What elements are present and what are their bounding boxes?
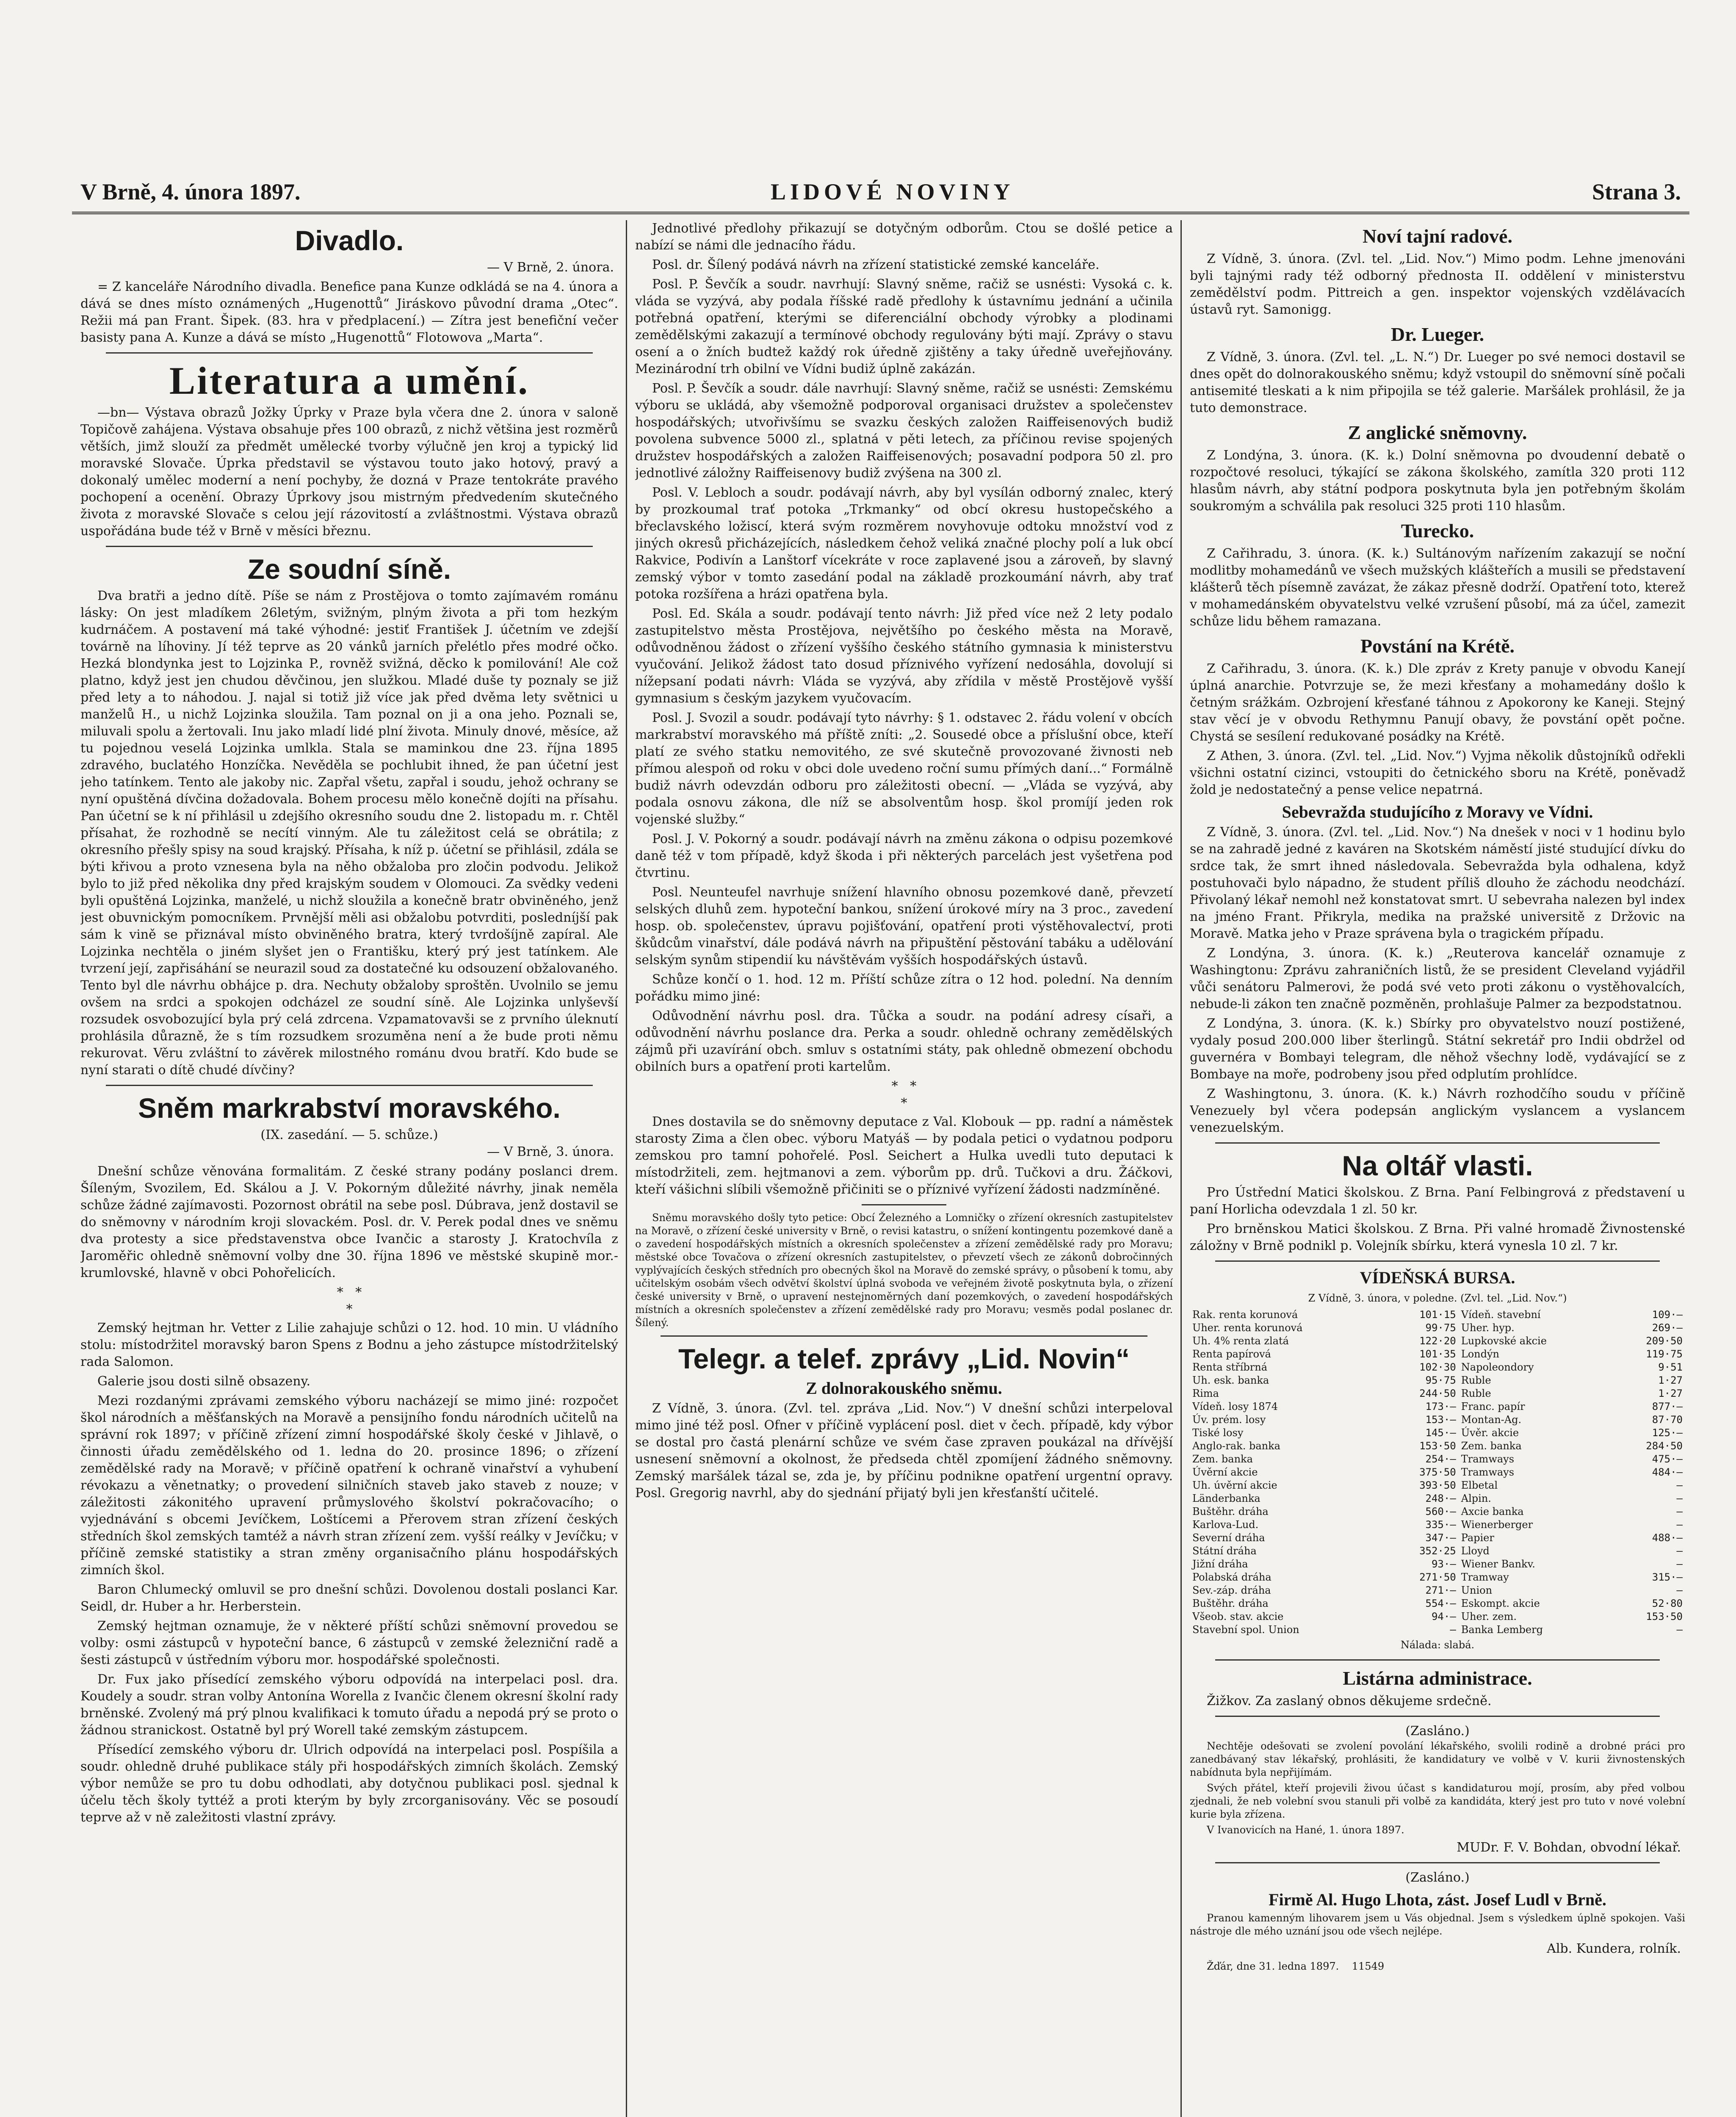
article-paragraph: Schůze končí o 1. hod. 12 m. Příští schůze zítra o 12 hod. polední. Na denním pořádku mimo jiné: [635, 972, 1173, 1004]
bursa-label: Buštěhr. dráha [1192, 1597, 1269, 1609]
bursa-row [1190, 1545, 1685, 1558]
masthead-title: LIDOVÉ NOVINY [771, 179, 1015, 205]
bursa-label: Uher. renta korunová [1192, 1322, 1303, 1334]
article-paragraph: Z Vídně, 3. února. (Zvl. tel. „Lid. Nov.“) Na dnešek v noci v 1 hodinu bylo se na zahradě jedné z kaváren na Skotském náměstí jisté studující dívku do srdce tak, že smrt ihned následovala. Sebevražda byla odhalena, když postuhovači bylo nápadno, že student příliš dlouho že záchodu neodchází. Přivolaný lékař nemohl než konstatovat smrt. U sebevraha nalezen byl index na jméno Frant. Přikryla, medika na pražské universitě z Držovic na Moravě. Matka jeho v Praze správena byla o tragickém případu. [1190, 825, 1685, 941]
bursa-label: Montan-Ag. [1461, 1414, 1522, 1426]
dateline: — V Brně, 2. února. [487, 260, 614, 275]
reference-number: 11549 [1352, 1960, 1385, 1972]
divider [106, 546, 593, 547]
article-paragraph: Z Londýna, 3. února. (K. k.) Sbírky pro obyvatelstvo nouzí postižené, vydaly posud 200.000 liber šterlingů. Státní sekretář pro Indii obdržel od guvernéra v Bombayi telegram, dle něhož všechny lodě, vydávající se z Bombaye na moře, podrobeny jsou před odplutím prohlídce. [1190, 1016, 1685, 1082]
place-date [1190, 1960, 1685, 1973]
bursa-label: Uher. hyp. [1461, 1322, 1515, 1334]
article-paragraph: Odůvodnění návrhu posl. dra. Tůčka a soudr. na podání adresy císaři, a odůvodnění návrhu poslance dra. Perka a soudr. ohledně ochrany zemědělských zájmů při uzavírání obch. smluv s ostatními státy, pak ohledně obmezení obchodu obilních burs a opatření proti kartelům. [635, 1009, 1173, 1074]
running-head [72, 174, 1689, 214]
article-paragraph: Z Vídně, 3. února. (Zvl. tel. „Lid. Nov.“) Mimo podm. Lehne jmenováni byli tajnými rady též odborný přednosta II. oddělení v ministerstvu zemědělství podm. Pittreich a gen. inspektor vojenských vzdělávacích ústavů ryt. Samonigg. [1190, 251, 1685, 317]
bursa-label: Lupkovské akcie [1461, 1335, 1547, 1347]
article-paragraph: Jednotlivé předlohy přikazují se dotyčným odborům. Ctou se došlé petice a nabízí se námi dle jednacího řádu. [635, 221, 1173, 253]
bursa-value: 271·— [1425, 1584, 1456, 1596]
bursa-footer: Nálada: slabá. [1400, 1639, 1475, 1651]
section-title-telegr: Telegr. a telef. zprávy „Lid. Novin“ [678, 1343, 1130, 1374]
bursa-label: Anglo-rak. banka [1192, 1440, 1280, 1452]
bursa-label: Úvěrní akcie [1192, 1466, 1258, 1478]
bursa-row [1190, 1466, 1685, 1479]
bursa-label: Tramway [1461, 1571, 1509, 1583]
bursa-value: 560·— [1425, 1506, 1456, 1517]
bursa-value: 1·27 [1658, 1374, 1683, 1386]
article-paragraph: Z Washingtonu, 3. února. (K. k.) Návrh rozhodčího soudu v příčině Venezuely byl včera podepsán anglickým vyslancem a vyslancem venezuelským. [1190, 1086, 1685, 1135]
article-paragraph: Posl. Neunteufel navrhuje snížení hlavního obnosu pozemkové daně, převzetí selských dluhů zem. hypoteční bankou, snížení úrokové míry na 3 proc., zavedení hosp. ob. společenstev, úpravu pojišťování, opatření proti výstěhovalectví, proti škůdcům vinařství, dále podává návrh na připuštění pěstování tabáku a udělování selským synům stipendií ku návštěvám vyšších hospodářských ústavů. [635, 885, 1173, 967]
bursa-row [1190, 1308, 1685, 1321]
bursa-value: 475·— [1652, 1453, 1683, 1465]
divider [1215, 1862, 1660, 1863]
bursa-value: 254·— [1425, 1453, 1456, 1465]
bursa-label: Franc. papír [1461, 1401, 1525, 1412]
column-rule [1180, 220, 1182, 2117]
article-paragraph: Galerie jsou dosti silně obsazeny. [97, 1374, 311, 1389]
bursa-row [1190, 1558, 1685, 1571]
bursa-value: 1·27 [1658, 1387, 1683, 1399]
bursa-row [1190, 1453, 1685, 1466]
bursa-row [1190, 1335, 1685, 1348]
bursa-value: 153·50 [1646, 1611, 1683, 1622]
bursa-row [1190, 1413, 1685, 1426]
bursa-value: 93·— [1431, 1558, 1456, 1570]
bursa-row [1190, 1584, 1685, 1597]
bursa-label: Všeob. stav. akcie [1192, 1611, 1284, 1622]
bursa-label: Renta papírová [1192, 1348, 1271, 1360]
bursa-row [1190, 1400, 1685, 1413]
dateline: — V Brně, 3. února. [487, 1144, 614, 1159]
bursa-value: 335·— [1425, 1519, 1456, 1531]
bursa-label: Tiské losy [1192, 1427, 1244, 1439]
section-title-lueger: Dr. Lueger. [1390, 323, 1484, 345]
divider [1215, 1659, 1660, 1661]
bursa-row [1190, 1426, 1685, 1440]
column-2 [635, 220, 1173, 2117]
article-paragraph: Žižkov. Za zaslaný obnos děkujeme srdečně. [1207, 1694, 1492, 1708]
article-paragraph: Dr. Fux jako přísedící zemského výboru odpovídá na interpelaci posl. dra. Koudely a soudr. stran volby Antonína Worella z Ivančic členem okresní školní rady brněnské. Zvolený má prý plnou kvalifikaci k tomuto úřadu a nepodá prý se proto o žádnou stranickost. Ostatně byl prý Worell také zemským zástupcem. [80, 1672, 618, 1738]
bursa-value: 375·50 [1419, 1466, 1456, 1478]
divider [1215, 1142, 1660, 1144]
bursa-value: 554·— [1425, 1597, 1456, 1609]
article-paragraph: Z Londýna, 3. února. (K. k.) Dolní sněmovna po dvoudenní debatě o rozpočtové resoluci, týkající se zákona školského, zamítla 320 proti 112 hlasům návrh, aby státní podpora poskytnuta byla jen potřebným školám soukromým a schválila pak resoluci 325 proti 110 hlasům. [1190, 448, 1685, 514]
bursa-label: Zem. banka [1192, 1453, 1253, 1465]
bursa-row [1190, 1348, 1685, 1361]
bursa-value: — [1676, 1479, 1683, 1491]
bursa-label: Polabská dráha [1192, 1571, 1272, 1583]
section-title-bursa: VÍDEŇSKÁ BURSA. [1360, 1268, 1515, 1287]
bursa-label: Zem. banka [1461, 1440, 1522, 1452]
bursa-value: 145·— [1425, 1427, 1456, 1439]
bursa-value: 119·75 [1646, 1348, 1683, 1360]
article-paragraph: = Z kanceláře Národního divadla. Benefice pana Kunze odkládá se na 4. února a dává se dnes místo oznámených „Hugenottů“ Jiráskovo původní drama „Otec“. Režii má pan Frant. Šipek. (83. hra v předplacení.) — Zítra jest benefiční večer basisty pana A. Kunze a dává se místo „Hugenottů“ Flotowova „Marta“. [80, 279, 618, 345]
article-paragraph: Baron Chlumecký omluvil se pro dnešní schůzi. Dovolenou dostali poslanci Kar. Seidl, dr. Huber a hr. Herberstein. [80, 1582, 618, 1614]
bursa-value: 347·— [1425, 1532, 1456, 1544]
article-paragraph: Svých přátel, kteří projevili živou účast s kandidaturou mojí, prosím, aby před volbou zjednali, že neb volební svou stanuli při volbě za kandidáta, který jest pro tuto v nové volební kurie byla zřízena. [1190, 1782, 1685, 1820]
bursa-value: 153·50 [1419, 1440, 1456, 1452]
article-paragraph: Posl. J. Svozil a soudr. podávají tyto návrhy: § 1. odstavec 2. řádu volení v obcích markrabství moravského má příště zníti: „2. Sousedé obce a příslušní obce, kteří platí ze svého statku nemovitého, ze své skutečně provozované živnosti neb přímou alespoň od roku v obci dole uvedeno roční sumu přímých daní...“ Formálně budiž návrh odevzdán odboru pro záležitosti obecní. — „Vláda se vyzývá, aby podala osnovu zákona, dle níž se absolventům hosp. škol promíjí jeden rok vojenské služby.“ [635, 710, 1173, 827]
article-paragraph: Posl. dr. Šílený podává návrh na zřízení statistické zemské kanceláře. [652, 257, 1100, 272]
divider [862, 1204, 946, 1205]
bursa-value: 484·— [1652, 1466, 1683, 1478]
bursa-label: Státní dráha [1192, 1545, 1257, 1557]
bursa-label: Londýn [1461, 1348, 1499, 1360]
section-title-novi: Noví tajní radové. [1363, 225, 1512, 247]
divider [106, 1085, 593, 1086]
section-title-listarna: Listárna administrace. [1343, 1667, 1532, 1689]
issue-date: V Brně, 4. února 1897. [80, 179, 301, 205]
bursa-label: Uh. úvěrní akcie [1192, 1479, 1277, 1491]
bursa-label: Rima [1192, 1387, 1219, 1399]
bursa-value: 9·51 [1658, 1361, 1683, 1373]
bursa-value: 352·25 [1419, 1545, 1456, 1557]
bursa-row [1190, 1387, 1685, 1400]
bursa-label: Renta stříbrná [1192, 1361, 1268, 1373]
bursa-label: Uh. 4% renta zlatá [1192, 1335, 1289, 1347]
bursa-row [1190, 1597, 1685, 1610]
bursa-row [1190, 1518, 1685, 1531]
firm-title: Firmě Al. Hugo Lhota, zást. Josef Ludl v Brně. [1269, 1890, 1606, 1909]
section-title-sebevrazda: Sebevražda studujícího z Moravy ve Vídni. [1282, 802, 1593, 821]
article-paragraph: Zemský hejtman hr. Vetter z Lilie zahajuje schůzi o 12. hod. 10 min. U vládního stolu: místodržitel moravský baron Spens z Bodnu a jeho zástupce místodržitelský rada Salomon. [80, 1321, 618, 1369]
zaslano-label: (Zasláno.) [1405, 1870, 1470, 1885]
bursa-value: — [1676, 1492, 1683, 1504]
article-paragraph: Pro brněnskou Matici školskou. Z Brna. Při valné hromadě Živnostenské záložny v Brně podnikl p. Volejník sbírku, která vynesla 10 zl. 7 kr. [1190, 1222, 1685, 1253]
bursa-label: Vídeň. stavební [1461, 1309, 1541, 1321]
column-3 [1190, 220, 1685, 2117]
bursa-row [1190, 1505, 1685, 1518]
bursa-table-body [1190, 1308, 1685, 1636]
bursa-label: Karlova-Lud. [1192, 1519, 1259, 1531]
bursa-value: — [1676, 1506, 1683, 1517]
bursa-label: Napoleondory [1461, 1361, 1534, 1373]
place-date: V Ivanovicích na Hané, 1. února 1897. [1207, 1824, 1404, 1836]
divider [1215, 1716, 1660, 1717]
bursa-label: Severní dráha [1192, 1532, 1265, 1544]
article-paragraph: Přísedící zemského výboru dr. Ulrich odpovídá na interpelaci posl. Pospíšila a soudr. ohledně druhé publikace stály při hospodářských zimních školách. Zemský výbor nemůže se pro tu dobu odhodlati, aby dotyčnou publikaci posl. sjednal k účelu těch školy tyttéž a proti kterým by byly zrcorganisovány. Věc se posoudí teprve až v ně zaležitosti vlastní zprávy. [80, 1742, 618, 1825]
article-paragraph: Nechtěje odešovati se zvolení povolání lékařského, svolili rodině a drobné práci pro zanedbávaný stav lékařský, prohlásiti, že kandidatury ve volbě v V. kurii živnostenských nabídnuta byla nepřijímám. [1190, 1740, 1685, 1778]
bursa-value: 99·75 [1425, 1322, 1456, 1334]
bursa-value: 488·— [1652, 1532, 1683, 1544]
bursa-label: Vídeň. losy 1874 [1192, 1401, 1278, 1412]
bursa-label: Alpin. [1461, 1492, 1491, 1504]
bursa-value: 94·— [1431, 1611, 1456, 1622]
signature: Alb. Kundera, rolník. [1547, 1941, 1681, 1956]
bursa-row [1190, 1623, 1685, 1636]
bursa-value: 269·— [1652, 1322, 1683, 1334]
article-paragraph: Z Vídně, 3. února. (Zvl. tel. „L. N.“) Dr. Lueger po své nemoci dostavil se dnes opět do dolnorakouského sněmu; když vstoupil do sněmovní síně počali antisemité tleskati a k nim připojila se též galerie. Maršálek prohlásil, že ja tuto demonstrace. [1190, 350, 1685, 415]
article-paragraph: Posl. P. Ševčík a soudr. navrhují: Slavný sněme, račiž se usnésti: Vysoká c. k. vláda se vyzývá, aby podala říšské radě předlohy k ústavnímu jednání a učinila potřebná opatření, kterými se diferenciální obchody výrobky a plodinami zemědělskými zakazují a termínové obchody regulovány býti mají. Zprávy o stavu osení a o žních budtež každý rok úředně zjištěny a taky úředně uveřejňovány. Mezinárodní trh obilní ve Vídni budiž úplně zakázán. [635, 277, 1173, 376]
divider [661, 1335, 1147, 1337]
bursa-label: Banka Lemberg [1461, 1624, 1543, 1636]
article-paragraph: Posl. P. Ševčík a soudr. dále navrhují: Slavný sněme, račiž se usnésti: Zemskému výboru se ukládá, aby všemožně podporoval organisaci družstev a společenstev hospodářských; utvořivšímu se svazku českých založen Raiffeisenových budiž povolena subvence 5000 zl., splatná v pěti letech, za příčinou revise spojených družstev hospodářských a založen Raiffeisenových; posavadní podpora 50 zl. pro jednotlivé záložny Raiffeisenovy budiž zvýšena na 300 zl. [635, 381, 1173, 481]
bursa-value: 109·— [1652, 1309, 1683, 1321]
bursa-row [1190, 1321, 1685, 1335]
bursa-value: 248·— [1425, 1492, 1456, 1504]
bursa-row [1190, 1571, 1685, 1584]
article-paragraph: Dva bratři a jedno dítě. Píše se nám z Prostějova o tomto zajímavém románu lásky: On jest mladíkem 26letým, svižným, plným života a při tom hezkým kudrnáčem. A postavení má také výhodné: jestiť František J. účetním ve zdejší továrně na líhoviny. Jí též teprve as 20 vánků jarních přelétlo přes modré očko. Hezká blondynka jest to Lojzinka P., rovněž svižná, děcko k pomilování! Ale což platno, když jest jen chudou děvčinou, jen služkou. Mladé duše ty poznaly se již před lety a to náhodou. J. najal si totiž již více jak před dvěma lety světnici u manželů H., u nichž Lojzinka sloužila. Tam poznal on ji a ona jeho. Poznali se, miluvali spolu a žertovali. Inu jako mladí lidé plní života. Minuly dnové, měsíce, až tu pojednou veselá Lojzinka umlkla. Stala se maminkou dne 23. října 1895 zdravého, buclatého Honzíčka. Nevěděla se pochlubit ihned, že pan účetní jest jeho tatínkem. Tento ale jakoby nic. Zapřal všetu, zapřal i soudu, jehož ochrany se nyní opuštěná dívčina dožadovala. Bohem procesu mělo konečně dojíti na přísahu. Pan účetní se k ní přihlásil u zdejšího okresního soudu dne 2. listopadu m. r. Chtěl přísahat, že rozhodně se necítí vinným. Ale tu záležitost celá se obrátila; z okresního přešly spisy na soud krajský. Přísaha, k níž p. účetní se přihlásil, zdála se býti křivou a proto vznesena byla na něho obžaloba pro zločin podvodu. Jelikož bylo to již před několika dny před krajským soudem v Olomouci. Za svědky vedeni byli opuštěná Lojzinka, manželé, u nichž sloužila a konečně bratr obviněného, jenž jest obuvnickým pomocníkem. Prvnější měli asi obžalobu potvrditi, posledníjší pak sám k vině se přiznával místo obviněného bratra, který tvrdošíjně zapíral. Ale Lojzinka nechtěla o jiném slyšet jen o Františku, který prý jest tatínkem. Ale tvrzení její, zapřisáhání se neurazil soud za dostatečné ku odsouzení obžalovaného. Tento byl dle návrhu obhájce p. dra. Nechuty obžaloby sproštěn. Uvolnilo se jemu ovšem na srdci a spokojen odcházel ze soudní síně. Ale Lojzinka unlyševší rozsudek osvobozující byla prý celá zdrcena. Vzpamatovavši se z prvního úleknutí prohlásila důrazně, že s tím rozsudkem srozuměna není a že bude proti němu rekurovat. Věru zvláštní to závěrek milostného románu dvou bratří. Kdo bude se nyní starati o dítě chudé dívčiny? [80, 589, 618, 1078]
newspaper-page [72, 174, 1689, 2117]
column-1 [80, 220, 618, 2117]
bursa-label: Ruble [1461, 1374, 1491, 1386]
bursa-label: Papier [1461, 1532, 1494, 1544]
bursa-label: Uh. esk. banka [1192, 1374, 1269, 1386]
bursa-value: — [1676, 1558, 1683, 1570]
bursa-value: 153·— [1425, 1414, 1456, 1426]
signature: MUDr. F. V. Bohdan, obvodní lékař. [1457, 1840, 1681, 1855]
bursa-value: — [1676, 1519, 1683, 1531]
bursa-value: 87·70 [1652, 1414, 1683, 1426]
bursa-value: 315·— [1652, 1571, 1683, 1583]
article-paragraph: Posl. V. Lebloch a soudr. podávají návrh, aby byl vysílán odborný znalec, který by prozkoumal trať potoka „Trkmanky“ od obcí okresu hustopečského a břeclavského ložiscí, která svým rozměrem novyhovuje odtoku množství vod z jiných okresů přicházejících, následkem čehož veliká značné plochy polí a luk obcí Rakvice, Podivín a Lanštorf vícekráte v roce zaplavené jsou a zároveň, by slavný zemský výbor v tomto zasedání podal na základě prozkoumání návrh, aby trať potoka rozšířena a hrázi opatřena byla. [635, 485, 1173, 602]
article-paragraph: Z Cařihradu, 3. února. (K. k.) Sultánovým nařízením zakazují se noční modlitby mohamedánů ve všech mužských klášteřích a musili se představení klášterů těch písemně zavázat, že zákaz přesně dodrží. Opatření toto, kterež v mohamedánském obyvatelstvu velké vzrušení působí, má za účel, zamezit schůze lidu během ramazana. [1190, 546, 1685, 629]
bursa-row [1190, 1610, 1685, 1623]
bursa-row [1190, 1440, 1685, 1453]
article-paragraph: Posl. J. V. Pokorný a soudr. podávají návrh na změnu zákona o odpisu pozemkové daně též v tom případě, když škoda i při některých parcelách jest vyšetřena pod čtvrtinu. [635, 832, 1173, 880]
bursa-row [1190, 1531, 1685, 1545]
bursa-value: 101·35 [1419, 1348, 1456, 1360]
zaslano-label: (Zasláno.) [1405, 1724, 1470, 1738]
bursa-label: Eskompt. akcie [1461, 1597, 1540, 1609]
bursa-label: Tramways [1461, 1453, 1515, 1465]
bursa-row [1190, 1361, 1685, 1374]
bursa-value: 52·80 [1652, 1597, 1683, 1609]
article-paragraph: Pranou kamenným lihovarem jsem u Vás objednal. Jsem s výsledkem úplně spokojen. Vaši nástroje dle mého uznání jsou ode všech nejlépe. [1190, 1912, 1685, 1937]
petitions-paragraph: Sněmu moravského došly tyto petice: Obcí Železného a Lomničky o zřízení okresních zastupitelstev na Moravě, o zřízení české university v Brně, o revisi katastru, o snížení kontingentu pozemkové daně a o zavedení hospodářských místních a okresních společenstev a zřízení zemědělské rady pro Moravu; městské obce Tovačova o zřízení okresních zastupitelstev, o převzetí všech ze zákonů dobročinných vyplývajících českých středních pro obecných škol na Moravě do zemské správy, o působení k tomu, aby učitelským osobám všech odvětví školství úplná svoboda ve veřejném životě poskytnuta byla, o zřízení české university v Brně, o upravení nestejnoměrných daní pozemkových, o zavedení hospodářských místních a okresních společenstev a zřízení zemědělské rady pro Moravu; vesměs podal poslanec dr. Šílený. [635, 1212, 1173, 1329]
section-title-kreta: Povstání na Krétě. [1360, 635, 1515, 657]
article-paragraph: Zemský hejtman oznamuje, že v některé příští schůzi sněmovní provedou se volby: osmi zástupců v hypoteční bance, 6 zástupců v zemské železniční radě a šesti zástupců v ústředním výboru mor. hospodářské společnosti. [80, 1619, 618, 1667]
article-paragraph: Z Athen, 3. února. (Zvl. tel. „Lid. Nov.“) Vyjma několik důstojníků odřekli všichni ostatní cizinci, vstoupiti do četnického sboru na Krétě, poněvadž žold je nedostatečný a pense velice nepatrná. [1190, 749, 1685, 797]
bursa-value: 102·30 [1419, 1361, 1456, 1373]
section-title-literatura: Literatura a umění. [169, 359, 530, 402]
section-title-snem: Sněm markrabství moravského. [138, 1092, 561, 1124]
bursa-label: Wiener Bankv. [1461, 1558, 1535, 1570]
section-title-divadlo: Divadlo. [295, 225, 404, 256]
bursa-value: 125·— [1652, 1427, 1683, 1439]
bursa-row [1190, 1492, 1685, 1505]
bursa-value: — [1676, 1584, 1683, 1596]
page-number: Strana 3. [1592, 179, 1681, 205]
article-paragraph: Z Cařihradu, 3. února. (K. k.) Dle zpráv z Krety panuje v obvodu Kanejí úplná anarchie. Potvrzuje se, že mezi křesťany a mohamedány došlo k četným srážkám. Ozbrojení křesťané táhnou z Apokorony ke Kaneji. Stejný stav věcí je v obvodu Rethymnu Panují obavy, že povstání opět počne. Chystá se sesílení redukované posádky na Krétě. [1190, 661, 1685, 744]
bursa-label: Stavební spol. Union [1192, 1624, 1299, 1636]
article-paragraph: —bn— Výstava obrazů Jožky Úprky v Praze byla včera dne 2. února v saloně Topičově zahájena. Výstava obsahuje přes 100 obrazů, z nichž většina jest rozměrů větších, jimž slouží za předmět umělecké tvorby výlučně jen kroj a typický lid moravské Slovače. Úprka představil se výstavou touto jako hotový, pravý a dokonalý umělec moderní a není pochyby, že dozná v Praze tentokráte pravého pochopení a ocenění. Obrazy Úprkovy jsou mistrným předvedením skutečného života z moravské Slovače s celou její rázovitostí a zvláštnostmi. Výstava obrazů uspořádána bude též v Brně v měsíci březnu. [80, 405, 618, 539]
section-title-oltar: Na oltář vlasti. [1342, 1150, 1533, 1181]
place-text: Žďár, dne 31. ledna 1897. [1207, 1960, 1339, 1972]
bursa-value: 122·20 [1419, 1335, 1456, 1347]
bursa-label: Buštěhr. dráha [1192, 1506, 1269, 1517]
bursa-row [1190, 1374, 1685, 1387]
divider [1215, 1260, 1660, 1262]
section-title-anglicke: Z anglické sněmovny. [1348, 422, 1527, 443]
bursa-value: 101·15 [1419, 1309, 1456, 1321]
bursa-header: Z Vídně, 3. února, v poledne. (Zvl. tel. „Lid. Nov.“) [1308, 1292, 1567, 1304]
bursa-label: Rak. renta korunová [1192, 1309, 1298, 1321]
bursa-label: Ruble [1461, 1387, 1491, 1399]
bursa-value: 877·— [1652, 1401, 1683, 1412]
bursa-value: 284·50 [1646, 1440, 1683, 1452]
article-paragraph: Pro Ústřední Matici školskou. Z Brna. Paní Felbingrová z představení u paní Horlicha odevzdala 1 zl. 50 kr. [1190, 1185, 1685, 1217]
bursa-label: Jižní dráha [1192, 1558, 1248, 1570]
bursa-label: Úv. prém. losy [1192, 1414, 1266, 1426]
bursa-value: — [1450, 1624, 1456, 1636]
section-subtitle: (IX. zasedání. — 5. schůze.) [260, 1128, 438, 1142]
bursa-label: Wienerberger [1461, 1519, 1533, 1531]
bursa-label: Länderbanka [1192, 1492, 1261, 1504]
article-paragraph: Dnešní schůze věnována formalitám. Z české strany podány poslanci drem. Šíleným, Svozilem, Ed. Skálou a J. V. Pokorným důležité návrhy, jinak neměla schůze žádné zajímavosti. Pozornost obrátil na sebe posl. Dúbrava, jenž dostavil se do sněmovny v národním kroji slovackém. Posl. dr. V. Perek podal dnes ve sněmu dva protesty a sice představenstva obce Ivančic a starosty J. Kratochvíla z Jaroměřic ohledně sněmovní volby dne 30. října 1896 ve městské skupině mor.-krumlovské, hlavně v obci Pohořelicích. [80, 1164, 618, 1280]
bursa-value: — [1676, 1624, 1683, 1636]
section-subtitle: Z dolnorakouského sněmu. [806, 1379, 1002, 1398]
column-rule [626, 220, 627, 2117]
bursa-value: — [1676, 1545, 1683, 1557]
article-paragraph: Z Londýna, 3. února. (K. k.) „Reuterova kancelář oznamuje z Washingtonu: Zprávu zahraničních listů, že se president Cleveland vyjádřil vůči senátoru Palmerovi, že podá své veto proti zákonu o vystěhovalcích, nebude-li zákon ten značně pozměněn, prohlašuje Palmer za bezpodstatnou. [1190, 946, 1685, 1012]
bursa-label: Uher. zem. [1461, 1611, 1517, 1622]
article-paragraph: Mezi rozdanými zprávami zemského výboru nacházejí se mimo jiné: rozpočet škol národních a měšťanských na Moravě a pensijního fondu národních učitelů na správní rok 1897; v příčině zřízení zimní hospodářské školy české v Jihlavě, o činnosti úřadu zemědělského od 1. ledna do 20. prosince 1896; o zřízení zemědělské rady na Moravě; v příčině opatření k ochraně vinařství a vyhubení révokazu a věnetnatky; o provedení silničních staveb jako staveb z nouze; v záležitosti zákonitého upravení průmyslového školství pokračovacího; o vyjednávání s obcemi Jevíčkem, Loštícemi a Přerovem stran zřízení českých středních škol zemských tamtéž a návrh stran zřízení zem. vyšší reálky v Jevíčku; v příčině zemské statistiky a stran změny organisačního plánu hospodářských zimních škol. [80, 1393, 618, 1578]
bursa-label: Axcie banka [1461, 1506, 1524, 1517]
bursa-label: Sev.-záp. dráha [1192, 1584, 1271, 1596]
article-paragraph: Posl. Ed. Skála a soudr. podávají tento návrh: Již před více než 2 lety podalo zastupitelstvo města Prostějova, největšího po českého města na Moravě, odůvodněnou žádost o zřízení vyššího českého státního gymnasia k ministerstvu vyučování. Jelikož žádost tato dosud příznivého vyřízení nedosáhla, dovolují si nížepsaní podati návrh: Vláda se vyzývá, aby zřídila v městě Prostějově vyšší gymnasium s českým jazykem vyučovacím. [635, 606, 1173, 706]
bursa-table [1190, 1308, 1685, 1636]
section-title-soud: Ze soudní síně. [247, 553, 451, 585]
bursa-row [1190, 1479, 1685, 1492]
bursa-label: Úvěr. akcie [1461, 1427, 1519, 1439]
article-paragraph: Dnes dostavila se do sněmovny deputace z Val. Klobouk — pp. radní a náměstek starosty Zima a člen obec. výboru Matyáš — by podala petici o vydatnou podporu zemskou pro tamní pohořelé. Posl. Seichert a Hulka uvedli tuto deputaci k místodržiteli, zem. hejtmanovi a zem. výborům pp. drů. Tučkovi a dru. Žáčkovi, kteří vášichni slíbili všemožně přičiniti se o příznivé vyřízení žádosti nadzmíněné. [635, 1114, 1173, 1197]
divider [106, 352, 593, 354]
separator-stars: * * * [891, 1079, 917, 1111]
section-title-turecko: Turecko. [1401, 520, 1474, 542]
bursa-value: 95·75 [1425, 1374, 1456, 1386]
bursa-label: Tramways [1461, 1466, 1515, 1478]
bursa-label: Union [1461, 1584, 1493, 1596]
bursa-value: 209·50 [1646, 1335, 1683, 1347]
bursa-value: 271·50 [1419, 1571, 1456, 1583]
bursa-label: Elbetal [1461, 1479, 1498, 1491]
bursa-value: 393·50 [1419, 1479, 1456, 1491]
article-paragraph: Z Vídně, 3. února. (Zvl. tel. zpráva „Lid. Nov.“) V dnešní schůzi interpeloval mimo jiné též posl. Ofner v příčině vyplácení posl. diet v čech. případě, kdy výbor se dostal pro častá plenární schůze ve svém čase zpraven poukázal na dřívější usnesení sněmovní a okolnost, že předseda chtěl zpomíjení žádného sněmovny. Zemský maršálek tázal se, zda je, by příčinu podnikne opatření urgentní opravy. Posl. Gregorig navrhl, aby do sjednání přijatý byli jen křesťanští učitelé. [635, 1401, 1173, 1501]
bursa-value: 244·50 [1419, 1387, 1456, 1399]
separator-stars: * * * [337, 1285, 362, 1317]
bursa-value: 173·— [1425, 1401, 1456, 1412]
bursa-label: Lloyd [1461, 1545, 1490, 1557]
